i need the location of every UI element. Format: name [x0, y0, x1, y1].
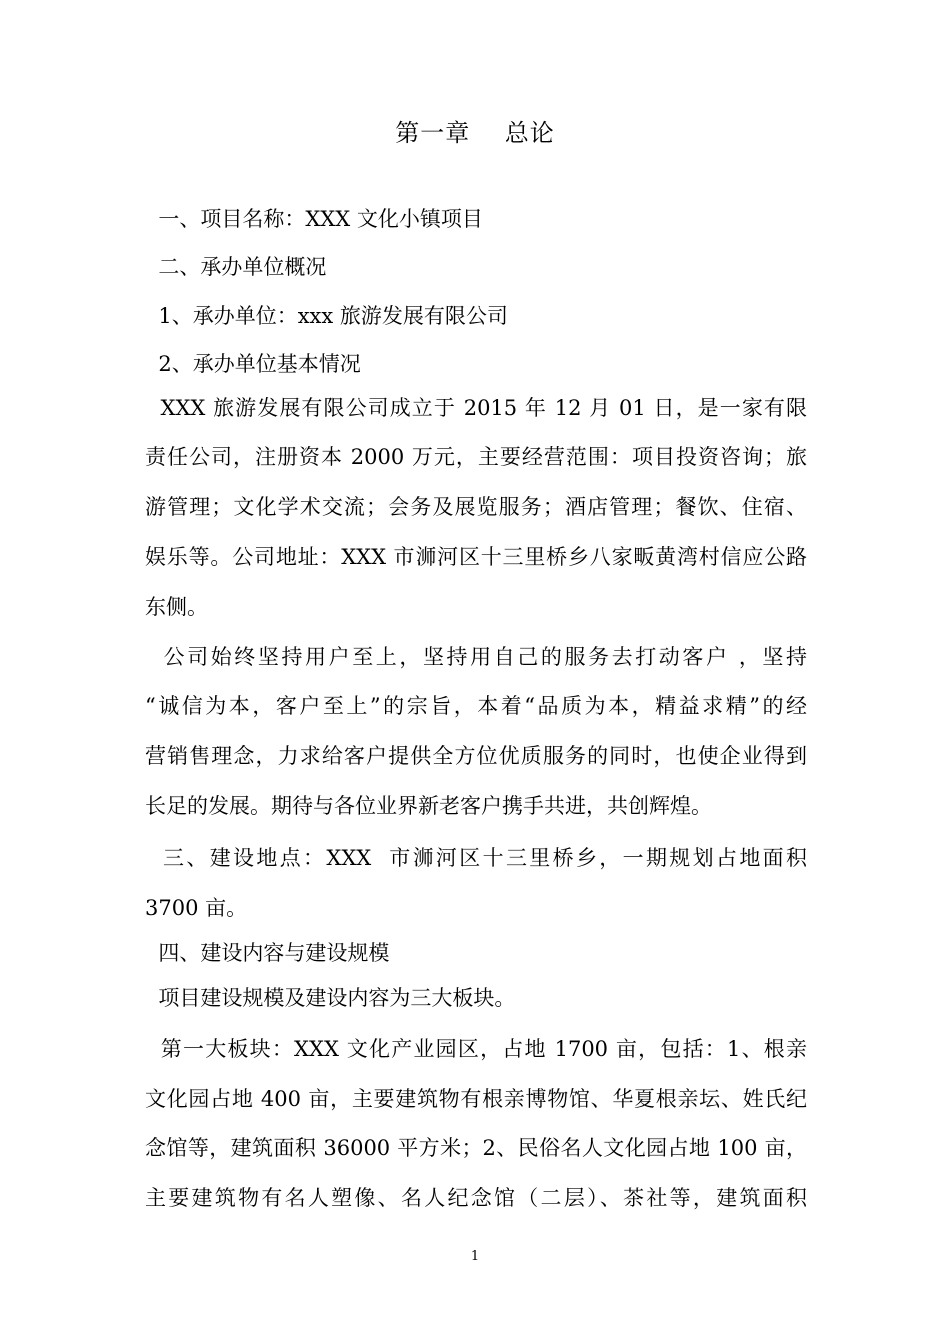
- heading-sponsor-overview: 二、承办单位概况: [145, 255, 327, 279]
- paragraph-line: XXX 旅游发展有限公司成立于 2015 年 12 月 01 日，是一家有限: [145, 396, 807, 420]
- paragraph-line: 主要建筑物有名人塑像、名人纪念馆（二层）、茶社等，建筑面积: [145, 1186, 807, 1210]
- sponsor-unit: 1、承办单位：xxx 旅游发展有限公司: [145, 304, 508, 328]
- heading-project-name: 一、项目名称：XXX 文化小镇项目: [145, 207, 483, 231]
- heading-construction-scale: 四、建设内容与建设规模: [145, 941, 390, 965]
- paragraph-line: 长足的发展。期待与各位业界新老客户携手共进，共创辉煌。: [145, 794, 712, 818]
- heading-construction-site: 三、建设地点：XXX 市浉河区十三里桥乡，一期规划占地面积: [145, 846, 807, 870]
- paragraph-line: “诚信为本，客户至上”的宗旨，本着“品质为本，精益求精”的经: [145, 694, 807, 718]
- paragraph-line: 念馆等，建筑面积 36000 平方米；2、民俗名人文化园占地 100 亩，: [145, 1136, 807, 1160]
- paragraph-line: 项目建设规模及建设内容为三大板块。: [145, 986, 516, 1010]
- paragraph-line: 营销售理念，力求给客户提供全方位优质服务的同时，也使企业得到: [145, 744, 807, 768]
- paragraph-line: 3700 亩。: [145, 896, 248, 920]
- paragraph-line: 公司始终坚持用户至上，坚持用自己的服务去打动客户 ，坚持: [145, 645, 807, 669]
- paragraph-line: 东侧。: [145, 595, 208, 619]
- paragraph-line: 第一大板块：XXX 文化产业园区，占地 1700 亩，包括：1、根亲: [145, 1037, 807, 1061]
- paragraph-line: 娱乐等。公司地址：XXX 市浉河区十三里桥乡八家畈黄湾村信应公路: [145, 545, 807, 569]
- sponsor-basics-heading: 2、承办单位基本情况: [145, 352, 361, 376]
- chapter-title: 第一章 总论: [395, 119, 555, 147]
- paragraph-line: 游管理；文化学术交流；会务及展览服务；酒店管理；餐饮、住宿、: [145, 495, 807, 519]
- paragraph-line: 责任公司，注册资本 2000 万元，主要经营范围：项目投资咨询；旅: [145, 445, 807, 469]
- page-number: 1: [470, 1249, 480, 1264]
- paragraph-line: 文化园占地 400 亩，主要建筑物有根亲博物馆、华夏根亲坛、姓氏纪: [145, 1087, 807, 1111]
